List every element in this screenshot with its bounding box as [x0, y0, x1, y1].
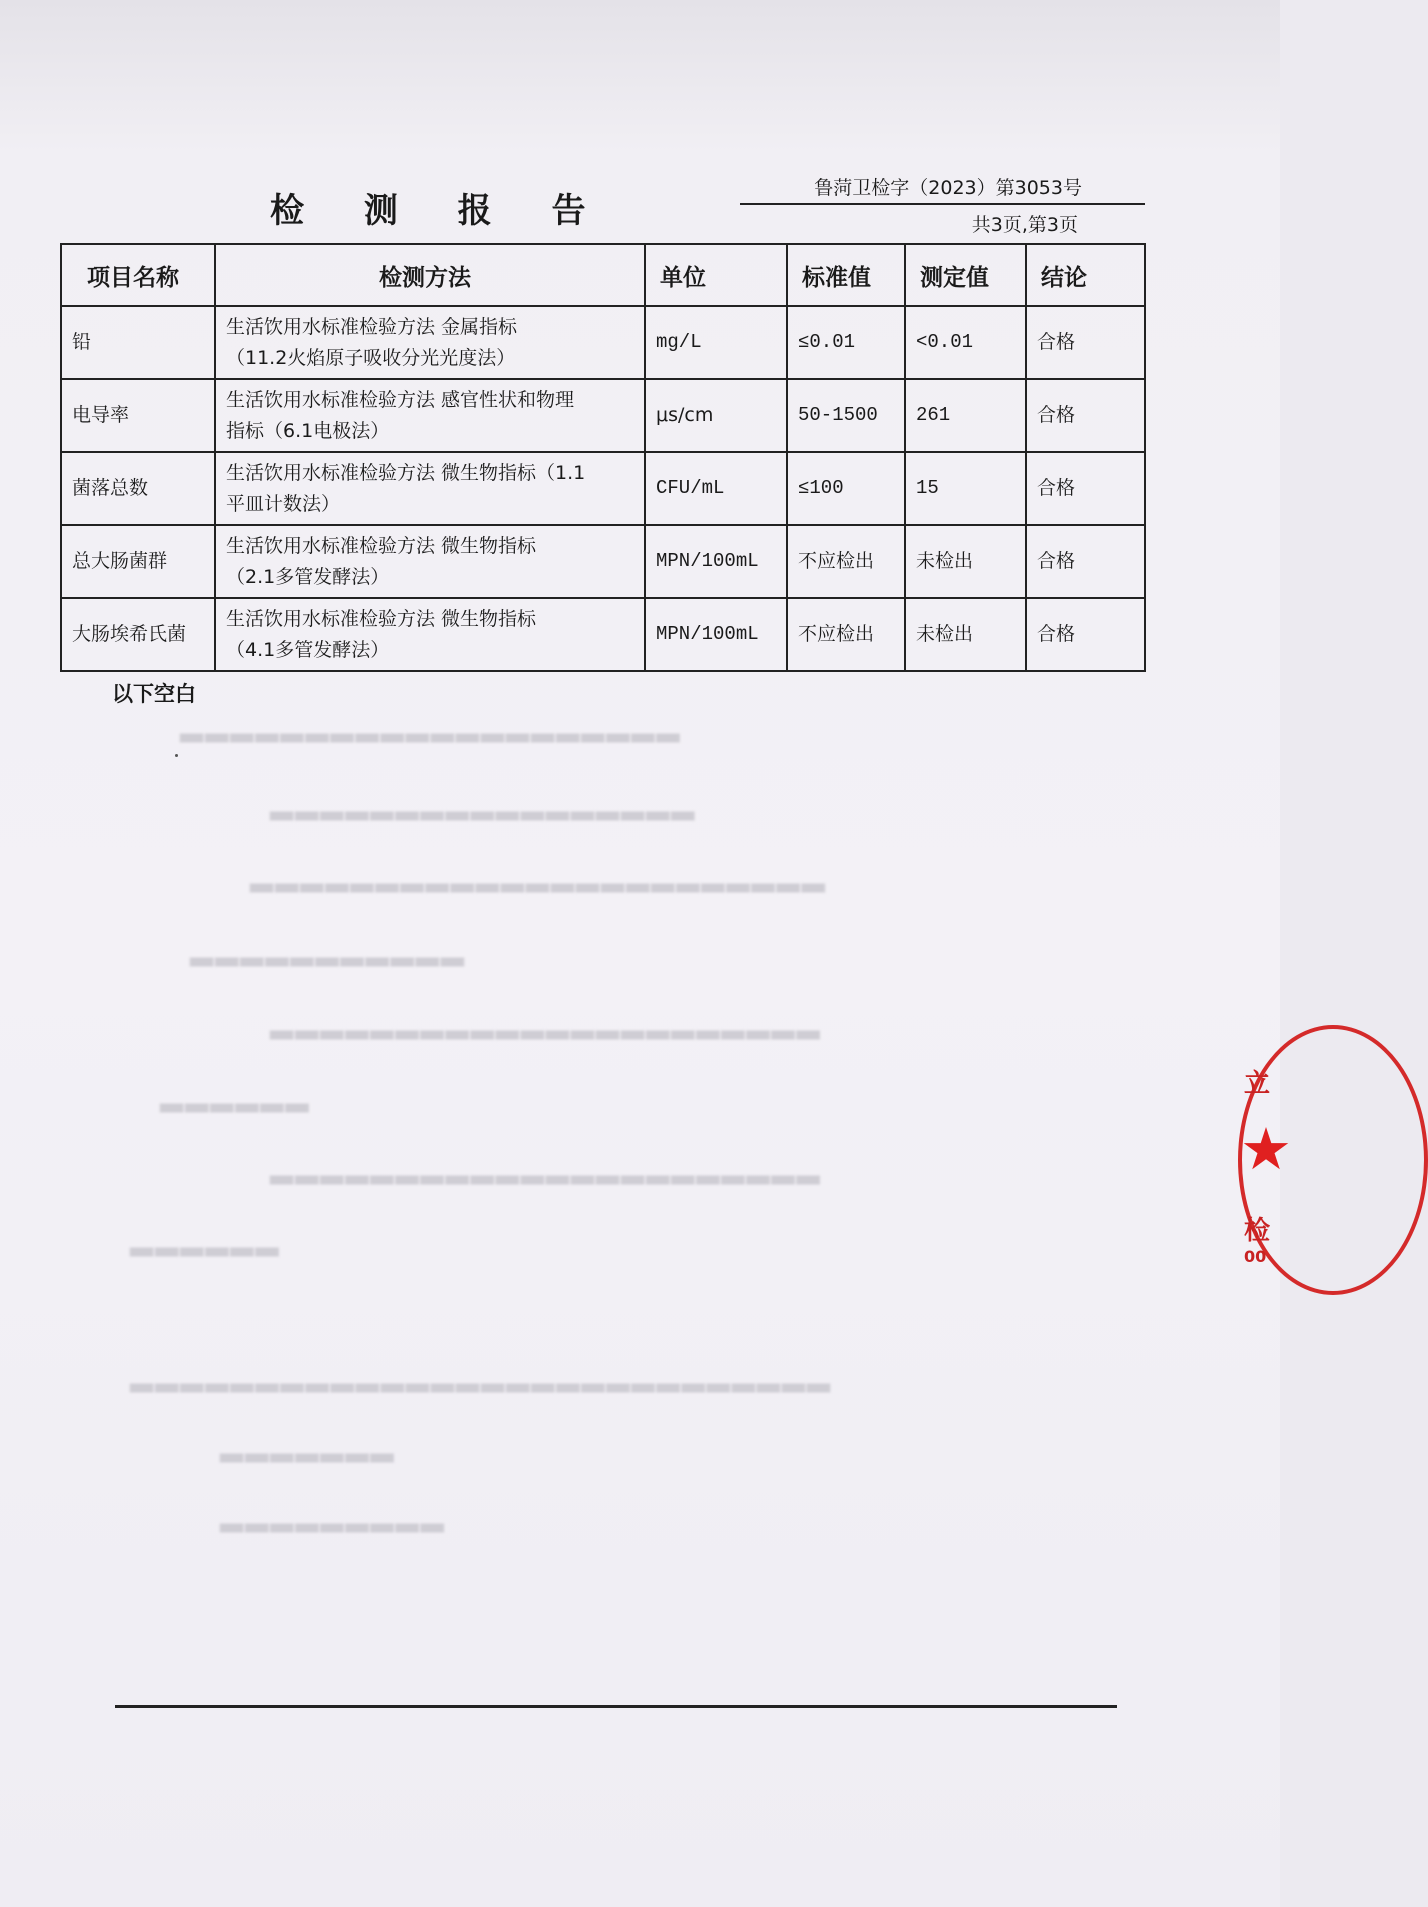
cell-measured: 261 — [905, 379, 1026, 452]
show-through-line: ▂▂▂▂▂▂ — [130, 1222, 281, 1257]
show-through-line: ▂▂▂▂▂▂▂▂▂▂▂▂▂▂▂▂▂ — [270, 786, 697, 821]
cell-method — [215, 525, 645, 598]
cell-method — [215, 452, 645, 525]
header-rule — [740, 203, 1145, 205]
column-header-measured: 测定值 — [905, 244, 1026, 306]
table-row — [61, 379, 1145, 452]
report-title: 检 测 报 告 — [270, 191, 610, 231]
cell-measured: <0.01 — [905, 306, 1026, 379]
show-through-line: ▂▂▂▂▂▂▂▂▂ — [220, 1498, 446, 1533]
footer-rule — [115, 1705, 1117, 1708]
official-seal — [1238, 1025, 1292, 1295]
column-header-standard: 标准值 — [787, 244, 905, 306]
cell-item: 大肠埃希氏菌 — [61, 598, 215, 671]
table-row — [61, 525, 1145, 598]
stray-dot — [175, 754, 178, 757]
page-count: 共3页,第3页 — [971, 214, 1078, 236]
cell-unit: mg/L — [645, 306, 787, 379]
table-row — [61, 452, 1145, 525]
cell-item: 铅 — [61, 306, 215, 379]
star-icon: ★ — [1240, 1115, 1292, 1183]
method-line: 生活饮用水标准检验方法 金属指标 — [226, 315, 518, 338]
method-line: 生活饮用水标准检验方法 微生物指标 — [226, 534, 537, 557]
seal-glyph: 检 — [1244, 1216, 1271, 1246]
show-through-line: ▂▂▂▂▂▂▂▂▂▂▂▂▂▂▂▂▂▂▂▂▂▂▂▂▂▂▂▂ — [130, 1358, 832, 1393]
show-through-line: ▂▂▂▂▂▂▂▂▂▂▂▂▂▂▂▂▂▂▂▂ — [180, 708, 682, 743]
show-through-line: ▂▂▂▂▂▂▂▂▂▂▂▂▂▂▂▂▂▂▂▂▂▂ — [270, 1150, 822, 1185]
table-row — [61, 598, 1145, 671]
show-through-line: ▂▂▂▂▂▂ — [160, 1078, 311, 1113]
cell-measured: 未检出 — [905, 598, 1026, 671]
method-line: 指标（6.1电极法） — [226, 419, 390, 442]
cell-unit: MPN/100mL — [645, 598, 787, 671]
seal-glyph: 00 — [1244, 1247, 1267, 1266]
report-number: 鲁菏卫检字（2023）第3053号 — [814, 177, 1082, 199]
results-table — [60, 243, 1146, 672]
cell-method — [215, 379, 645, 452]
column-header-unit: 单位 — [645, 244, 787, 306]
cell-conclusion: 合格 — [1026, 525, 1145, 598]
seal-glyph: 立 — [1244, 1069, 1271, 1099]
cell-conclusion: 合格 — [1026, 598, 1145, 671]
method-line: （4.1多管发酵法） — [226, 638, 390, 661]
method-line: 生活饮用水标准检验方法 微生物指标 — [226, 607, 537, 630]
cell-standard: 不应检出 — [787, 598, 905, 671]
cell-standard: 不应检出 — [787, 525, 905, 598]
cell-unit: MPN/100mL — [645, 525, 787, 598]
cell-standard: ≤0.01 — [787, 306, 905, 379]
cell-standard: 50-1500 — [787, 379, 905, 452]
column-header-conclusion: 结论 — [1026, 244, 1145, 306]
column-header-method: 检测方法 — [215, 244, 645, 306]
cell-unit: CFU/mL — [645, 452, 787, 525]
table-header-row — [61, 244, 1145, 306]
show-through-line: ▂▂▂▂▂▂▂ — [220, 1428, 396, 1463]
cell-conclusion: 合格 — [1026, 306, 1145, 379]
cell-item: 电导率 — [61, 379, 215, 452]
cell-item: 菌落总数 — [61, 452, 215, 525]
cell-conclusion: 合格 — [1026, 452, 1145, 525]
cell-measured: 未检出 — [905, 525, 1026, 598]
table-row — [61, 306, 1145, 379]
method-line: 生活饮用水标准检验方法 感官性状和物理 — [226, 388, 575, 411]
cell-conclusion: 合格 — [1026, 379, 1145, 452]
show-through-line: ▂▂▂▂▂▂▂▂▂▂▂ — [190, 932, 466, 967]
method-line: （2.1多管发酵法） — [226, 565, 390, 588]
cell-method — [215, 306, 645, 379]
cell-item: 总大肠菌群 — [61, 525, 215, 598]
blank-below-note: 以下空白 — [112, 682, 196, 706]
show-through-line: ▂▂▂▂▂▂▂▂▂▂▂▂▂▂▂▂▂▂▂▂▂▂▂ — [250, 858, 827, 893]
column-header-item: 项目名称 — [61, 244, 215, 306]
cell-method — [215, 598, 645, 671]
method-line: 平皿计数法） — [226, 492, 341, 515]
cell-unit: μs/cm — [645, 379, 787, 452]
method-line: 生活饮用水标准检验方法 微生物指标（1.1 — [226, 461, 586, 484]
show-through-line: ▂▂▂▂▂▂▂▂▂▂▂▂▂▂▂▂▂▂▂▂▂▂ — [270, 1005, 822, 1040]
method-line: （11.2火焰原子吸收分光光度法） — [226, 346, 516, 369]
cell-measured: 15 — [905, 452, 1026, 525]
cell-standard: ≤100 — [787, 452, 905, 525]
